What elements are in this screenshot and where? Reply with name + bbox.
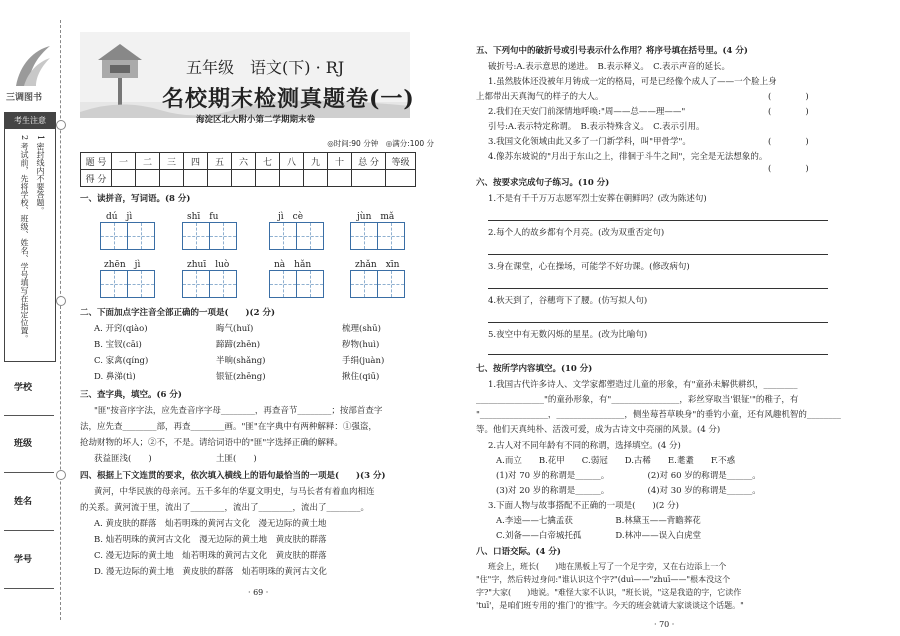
option-text: D. 鼻涕(tì)	[94, 372, 136, 382]
pinyin-label: shī fu	[187, 212, 219, 222]
answer-blank[interactable]: 土匪( )	[216, 454, 257, 464]
student-id-field-line[interactable]	[4, 588, 54, 589]
question-7-text: A.李逵——七擒孟获 B.林黛玉——背瞻葬花	[496, 516, 701, 526]
score-cell: 三	[160, 153, 184, 170]
publisher-name: 三调图书	[6, 93, 43, 103]
option-text: 梳理(shū)	[342, 324, 381, 334]
question-7-text: 1.我国古代许多诗人、文学家都塑造过儿童的形象，有"童孙未解供耕织，________	[488, 380, 798, 390]
score-cell: 二	[136, 153, 160, 170]
score-cell: 八	[280, 153, 304, 170]
name-field-label: 姓名	[14, 497, 33, 507]
question-5-text: 4.像苏东坡说的"月出于东山之上，徘徊于斗牛之间"，完全是无法想象的。	[488, 152, 768, 162]
student-id-field-label: 学号	[14, 555, 33, 565]
score-input-cell[interactable]	[352, 170, 386, 187]
question-5-text: 3.我国文化领域由此又多了一门新学科，叫"甲骨学"。	[488, 137, 691, 147]
question-7-text: C.刘备——白帝城托孤 D.林冲——误入白虎堂	[496, 531, 702, 541]
left-page	[66, 0, 444, 636]
answer-line[interactable]	[488, 354, 828, 355]
question-3-title: 三、查字典，填空。(6 分)	[80, 390, 182, 400]
notice-title: 考生注意	[5, 113, 55, 129]
school-field-label: 学校	[14, 383, 33, 393]
question-8-text: 班会上，班长( )地在黑板上写了一个足字旁，又在右边添上一个	[488, 562, 727, 571]
question-4-passage: 黄河，中华民族的母亲河。五千多年的华夏文明史，与马长者有着血肉相连	[94, 487, 375, 497]
score-cell: 四	[184, 153, 208, 170]
character-box[interactable]	[296, 270, 324, 298]
character-box[interactable]	[209, 222, 237, 250]
score-cell: 七	[256, 153, 280, 170]
question-7-text: (1)对 70 岁的称谓是______。 (2)对 60 岁的称谓是______。	[496, 471, 761, 481]
binding-sidebar	[0, 0, 62, 636]
name-field-line[interactable]	[4, 530, 54, 531]
option-text: 揪住(qiū)	[342, 372, 380, 382]
pinyin-label: jùn mǎ	[357, 212, 395, 222]
score-input-cell[interactable]	[184, 170, 208, 187]
score-input-cell[interactable]	[160, 170, 184, 187]
character-box[interactable]	[377, 222, 405, 250]
question-5-text: 破折号:A.表示意思的递进。 B.表示释义。 C.表示声音的延长。	[488, 62, 731, 72]
answer-line[interactable]	[488, 288, 828, 289]
option-text: C. 漫无边际的黄土地 灿若明珠的黄河古文化 黄皮肤的群落	[94, 551, 327, 561]
class-field-line[interactable]	[4, 472, 54, 473]
question-6-item: 5.夜空中有无数闪烁的星星。(改为比喻句)	[488, 330, 648, 340]
class-field-label: 班级	[14, 439, 33, 449]
question-6-item: 1.不是有千千万万志愿军烈士安葬在朝鲜吗？(改为陈述句)	[488, 194, 707, 204]
time-score-info: ◎时间:90 分钟 ◎满分:100 分	[327, 139, 434, 148]
pinyin-label: jì cè	[278, 212, 304, 222]
exam-title: 名校期末检测真题卷(一)	[162, 86, 415, 112]
score-cell: 六	[232, 153, 256, 170]
score-input-cell[interactable]	[256, 170, 280, 187]
question-5-text: 2.我们在天安门前深情地呼唤:"周——总——理——"	[488, 107, 686, 117]
score-cell: 五	[208, 153, 232, 170]
pinyin-label: zhuī luò	[187, 260, 230, 270]
character-box[interactable]	[209, 270, 237, 298]
score-input-cell[interactable]	[136, 170, 160, 187]
question-7-text: ________________"的童孙形象，有"________________，彩丝穿取当'银钲'"的稚子，有	[476, 395, 799, 405]
answer-blank[interactable]: 获益匪浅( )	[94, 454, 152, 464]
score-cell: 十	[328, 153, 352, 170]
question-5-text: 上都带出天真淘气的样子的大人。	[476, 92, 604, 102]
question-8-text: 字?"大家( )地说。"难怪大家不认识，"班长说，"这是我造的字，它读作	[476, 588, 742, 597]
option-text: 手绢(juàn)	[342, 356, 385, 366]
score-cell: 得 分	[81, 170, 112, 187]
score-input-cell[interactable]	[386, 170, 416, 187]
answer-line[interactable]	[488, 322, 828, 323]
option-text: C. 家禽(qíng)	[94, 356, 149, 366]
character-box[interactable]	[350, 270, 378, 298]
score-cell: 九	[304, 153, 328, 170]
score-table-score-row	[81, 170, 416, 187]
option-text: 半晌(shǎng)	[216, 356, 266, 366]
score-input-cell[interactable]	[232, 170, 256, 187]
answer-parentheses[interactable]: ( )	[768, 164, 809, 174]
school-field-line[interactable]	[4, 415, 54, 416]
character-box[interactable]	[182, 222, 210, 250]
question-7-text: 等。他们天真纯朴、活泼可爱，成为古诗文中亮丽的风景。(4 分)	[476, 425, 721, 435]
question-2-title: 二、下面加点字注音全部正确的一项是( )(2 分)	[80, 308, 275, 318]
question-5-text: 引号:A.表示特定称谓。 B.表示特殊含义。 C.表示引用。	[488, 122, 705, 132]
answer-parentheses[interactable]: ( )	[768, 92, 809, 102]
answer-parentheses[interactable]: ( )	[768, 107, 809, 117]
answer-line[interactable]	[488, 254, 828, 255]
notice-item-1: 1 密封线内不要答题。	[36, 135, 45, 215]
character-box[interactable]	[127, 270, 155, 298]
question-1-title: 一、读拼音，写词语。(8 分)	[80, 194, 191, 204]
option-text: D. 漫无边际的黄土地 黄皮肤的群落 灿若明珠的黄河古文化	[94, 567, 327, 577]
binding-hole-icon	[56, 296, 66, 306]
character-box[interactable]	[127, 222, 155, 250]
option-text: 秽物(huì)	[342, 340, 380, 350]
answer-line[interactable]	[488, 220, 828, 221]
pinyin-label: dú jì	[106, 212, 133, 222]
option-text: 银钲(zhēng)	[216, 372, 266, 382]
score-cell: 一	[112, 153, 136, 170]
score-input-cell[interactable]	[328, 170, 352, 187]
publisher-logo-icon	[10, 42, 54, 90]
question-6-item: 2.每个人的故乡都有个月亮。(改为双重否定句)	[488, 228, 665, 238]
option-text: 蹄蹄(zhēn)	[216, 340, 261, 350]
character-box[interactable]	[350, 222, 378, 250]
question-5-title: 五、下列句中的破折号或引号表示什么作用？将序号填在括号里。(4 分)	[476, 46, 748, 56]
question-7-text: 3.下面人物与故事搭配不正确的一项是( )(2 分)	[488, 501, 679, 511]
character-box[interactable]	[296, 222, 324, 250]
character-box[interactable]	[377, 270, 405, 298]
question-7-title: 七、按所学内容填空。(10 分)	[476, 364, 593, 374]
question-8-title: 八、口语交际。(4 分)	[476, 547, 561, 557]
option-text: A. 黄皮肤的群落 灿若明珠的黄河古文化 漫无边际的黄土地	[94, 519, 327, 529]
question-7-text: (3)对 20 岁的称谓是______。 (4)对 30 岁的称谓是______。	[496, 486, 761, 496]
right-page	[468, 0, 888, 636]
question-7-text: A.而立 B.花甲 C.弱冠 D.古稀 E.耄耋 F.不惑	[496, 456, 736, 466]
character-box[interactable]	[100, 222, 128, 250]
question-8-text: "住"字，然后转过身问:"谁认识这个字?"(duì——"zhuī——"根本没这个	[476, 575, 731, 584]
score-input-cell[interactable]	[280, 170, 304, 187]
question-3-text: 法，应先查________部，再查________画。"匪"在字典中有两种解释：①强盗，	[80, 422, 377, 432]
character-box[interactable]	[269, 222, 297, 250]
question-3-text: 抢劫财物的坏人；②不，不是。请给词语中的"匪"字选择正确的解释。	[80, 438, 343, 448]
option-text: 晦气(huǐ)	[216, 324, 254, 334]
option-text: B. 灿若明珠的黄河古文化 漫无边际的黄土地 黄皮肤的群落	[94, 535, 327, 545]
score-input-cell[interactable]	[304, 170, 328, 187]
character-box[interactable]	[182, 270, 210, 298]
question-6-item: 4.秋天到了，谷穗弯下了腰。(仿写拟人句)	[488, 296, 648, 306]
option-text: A. 开窍(qiào)	[94, 324, 148, 334]
binding-dashed-line	[60, 20, 61, 620]
score-table-header-row	[81, 153, 416, 170]
character-box[interactable]	[269, 270, 297, 298]
grade-subject: 五年级 语文(下) · RJ	[186, 58, 345, 77]
score-table	[80, 152, 416, 187]
character-box[interactable]	[100, 270, 128, 298]
exam-notice	[4, 112, 56, 362]
question-7-text: 2.古人对不同年龄有不同的称谓，选择填空。(4 分)	[488, 441, 681, 451]
score-cell: 题 号	[81, 153, 112, 170]
binding-hole-icon	[56, 470, 66, 480]
question-5-text: 1.虽然肢体还没被年月铸成一定的格局，可是已经像个成人了——一个脸上身	[488, 77, 777, 87]
binding-hole-icon	[56, 120, 66, 130]
pinyin-label: nà hǎn	[274, 260, 312, 270]
score-input-cell[interactable]	[112, 170, 136, 187]
question-7-text: "________________，________________，侧坐莓苔草映身"的垂钓小童，还有风趣机智的________	[476, 410, 841, 420]
pinyin-label: zhēn jì	[104, 260, 141, 270]
question-3-text: "匪"按音序字法，应先查音序字母________，再查音节________；按部首查字	[94, 406, 383, 416]
question-4-title: 四、根据上下文连贯的要求，依次填入横线上的语句最恰当的一项是( )(3 分)	[80, 471, 386, 481]
question-6-title: 六、按要求完成句子练习。(10 分)	[476, 178, 610, 188]
question-4-passage: 的关系。黄河流于里，流出了________，流出了________，流出了________。	[80, 503, 370, 513]
score-input-cell[interactable]	[208, 170, 232, 187]
question-8-text: 'tuī'，是咱们班专用的'推门'的'推'字。今天的班会就请大家谈谈这个话题。"	[476, 601, 744, 610]
option-text: B. 宝钗(cāi)	[94, 340, 142, 350]
notice-item-2: 2 考试前，先将学校、班级、姓名、学号填写在指定位置。	[20, 135, 29, 343]
answer-parentheses[interactable]: ( )	[768, 137, 809, 147]
question-6-item: 3.身在课堂，心在操场，可能学不好功课。(修改病句)	[488, 262, 690, 272]
exam-subtitle: 海淀区北大附小第二学期期末卷	[196, 115, 316, 125]
page-number: · 70 ·	[654, 620, 675, 629]
score-cell: 等级	[386, 153, 416, 170]
score-cell: 总 分	[352, 153, 386, 170]
page-number: · 69 ·	[248, 588, 269, 597]
pinyin-label: zhǎn xīn	[355, 260, 400, 270]
